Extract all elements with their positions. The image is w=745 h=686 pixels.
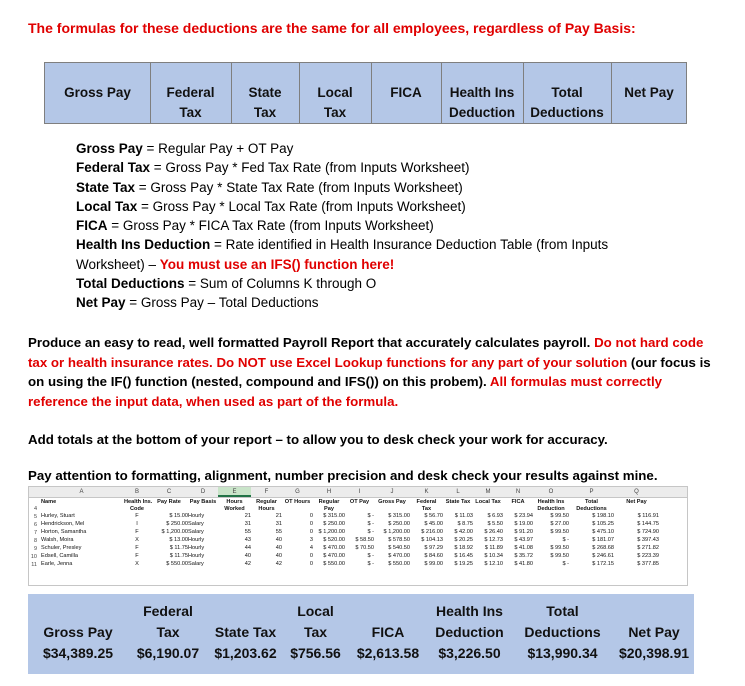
sheet-header-cell: Pay Basis <box>189 499 217 505</box>
sheet-cell[interactable]: $ 520.00 <box>323 537 345 543</box>
sheet-cell[interactable]: $ 250.00 <box>166 521 188 527</box>
sheet-cell[interactable]: $ 550.00 <box>323 561 345 567</box>
formatting-note: Pay attention to formatting, alignment, number precision and desk check your results against mine. <box>28 468 658 483</box>
column-letter[interactable]: L <box>456 489 460 495</box>
total-label: State Tax <box>214 624 277 640</box>
column-letter[interactable]: M <box>485 489 491 495</box>
sheet-cell[interactable]: $ 250.00 <box>388 521 410 527</box>
total-label: Deduction <box>435 624 504 640</box>
sheet-cell[interactable]: 44 <box>244 545 251 551</box>
formula-item: Net Pay = Gross Pay – Total Deductions <box>76 295 319 311</box>
sheet-cell[interactable]: 42 <box>275 561 282 567</box>
sheet-cell[interactable]: $ 99.50 <box>550 529 569 535</box>
sheet-header-cell: Federal Tax <box>416 499 437 512</box>
sheet-cell[interactable]: $ 41.80 <box>514 561 533 567</box>
total-value: $34,389.25 <box>42 645 114 661</box>
total-label: Local <box>297 603 334 619</box>
sheet-cell[interactable]: $ 475.10 <box>592 529 614 535</box>
column-letter[interactable]: G <box>295 489 300 495</box>
column-letter[interactable]: C <box>166 489 172 495</box>
total-value: $3,226.50 <box>438 645 501 661</box>
total-label: Total <box>546 603 579 619</box>
sheet-header-cell: FICA <box>511 499 525 505</box>
sheet-cell[interactable]: $ 70.50 <box>355 545 374 551</box>
total-label: Net Pay <box>628 624 680 640</box>
sheet-cell[interactable]: 31 <box>244 521 251 527</box>
sheet-cell[interactable]: $ 8.75 <box>457 521 473 527</box>
column-letter[interactable]: P <box>589 489 594 495</box>
column-letter[interactable]: E <box>218 487 251 497</box>
formula-item: Local Tax = Gross Pay * Local Tax Rate (from Inputs Worksheet) <box>76 198 466 214</box>
sheet-cell[interactable]: Walsh, Moira <box>41 537 74 543</box>
sheet-cell[interactable]: $ 42.00 <box>454 529 473 535</box>
sheet-cell[interactable]: $ 45.00 <box>424 521 443 527</box>
sheet-cell[interactable]: $ 246.61 <box>592 553 614 559</box>
sheet-cell[interactable]: $ 181.07 <box>592 537 614 543</box>
sheet-cell[interactable]: $ 104.13 <box>421 537 443 543</box>
sheet-cell[interactable]: 55 <box>244 529 251 535</box>
sheet-cell[interactable]: $ 105.25 <box>592 521 614 527</box>
row-number[interactable]: 6 <box>33 522 37 528</box>
sheet-cell[interactable]: 43 <box>244 537 251 543</box>
sheet-cell[interactable]: Salary <box>188 529 204 535</box>
sheet-cell[interactable]: $ 550.00 <box>166 561 188 567</box>
sheet-cell[interactable]: F <box>135 529 139 535</box>
sheet-cell[interactable]: $ 10.34 <box>484 553 503 559</box>
formula-list <box>76 139 676 313</box>
sheet-cell[interactable]: $ 116.91 <box>637 513 659 519</box>
sheet-cell[interactable]: $ - <box>367 529 374 535</box>
sheet-cell[interactable]: $ 43.97 <box>514 537 533 543</box>
sample-spreadsheet <box>28 486 688 586</box>
sheet-cell[interactable]: $ 315.00 <box>323 513 345 519</box>
sheet-cell[interactable]: $ 23.94 <box>514 513 533 519</box>
sheet-cell[interactable]: $ 470.00 <box>388 553 410 559</box>
sheet-header-cell: Total Deductions <box>576 499 607 512</box>
total-value: $13,990.34 <box>527 645 598 661</box>
column-letter[interactable]: A <box>79 489 84 495</box>
sheet-cell[interactable]: X <box>135 561 139 567</box>
sheet-cell[interactable]: $ 144.75 <box>637 521 659 527</box>
sheet-cell[interactable]: $ - <box>562 561 569 567</box>
formula-item: Health Ins Deduction = Rate identified in Health Insurance Deduction Table (from Inputs Worksheet) – You must use an IFS() function here! <box>76 237 609 272</box>
sheet-cell[interactable]: $ 397.43 <box>637 537 659 543</box>
sheet-cell[interactable]: 40 <box>275 553 282 559</box>
sheet-cell[interactable]: $ 1,200.00 <box>318 529 345 535</box>
sheet-cell[interactable]: $ 99.50 <box>550 545 569 551</box>
column-letter[interactable]: I <box>358 489 361 495</box>
sheet-cell[interactable]: $ - <box>367 521 374 527</box>
total-value: $2,613.58 <box>356 645 420 661</box>
row-number[interactable]: 4 <box>33 506 37 512</box>
sheet-cell[interactable]: Schuler, Presley <box>41 545 82 551</box>
sheet-cell[interactable]: 0 <box>309 529 313 535</box>
sheet-cell[interactable]: $ 198.10 <box>592 513 614 519</box>
sheet-cell[interactable]: 0 <box>309 513 313 519</box>
row-number[interactable]: 8 <box>33 538 37 544</box>
sheet-header-cell: OT Hours <box>284 499 311 505</box>
sheet-cell[interactable]: X <box>135 537 139 543</box>
total-value: $20,398.91 <box>618 645 690 661</box>
sheet-cell[interactable]: $ 97.29 <box>424 545 443 551</box>
sheet-cell[interactable]: 40 <box>244 553 251 559</box>
sheet-cell[interactable]: 0 <box>309 553 313 559</box>
header-col: Gross Pay <box>64 85 131 100</box>
sheet-cell[interactable]: $ 84.60 <box>424 553 443 559</box>
column-letter[interactable]: K <box>424 489 429 495</box>
sheet-cell[interactable]: Salary <box>188 561 204 567</box>
column-letter[interactable]: N <box>515 489 521 495</box>
formula-item: FICA = Gross Pay * FICA Tax Rate (from Inputs Worksheet) <box>76 218 434 234</box>
total-label: Tax <box>156 624 180 640</box>
sheet-cell[interactable]: F <box>135 545 139 551</box>
sheet-cell[interactable]: $ 172.15 <box>592 561 614 567</box>
sheet-cell[interactable]: $ 268.68 <box>592 545 614 551</box>
sheet-cell[interactable]: $ - <box>367 553 374 559</box>
sheet-cell[interactable]: 0 <box>309 561 313 567</box>
sheet-cell[interactable]: $ - <box>562 537 569 543</box>
sheet-cell[interactable]: 55 <box>275 529 282 535</box>
sheet-header-cell: State Tax <box>445 499 471 505</box>
sheet-cell[interactable]: $ 99.50 <box>550 553 569 559</box>
header-col: Total Deductions <box>530 85 604 120</box>
formula-item: Federal Tax = Gross Pay * Fed Tax Rate (from Inputs Worksheet) <box>76 160 470 176</box>
sheet-cell[interactable]: Hourly <box>188 513 205 519</box>
sheet-cell[interactable]: $ 12.73 <box>484 537 503 543</box>
page-title: The formulas for these deductions are the same for all employees, regardless of Pay Basis: <box>28 20 636 36</box>
sheet-cell[interactable]: 21 <box>244 513 251 519</box>
sheet-cell[interactable]: $ 724.90 <box>637 529 659 535</box>
total-label: Federal <box>143 603 193 619</box>
sheet-cell[interactable]: 40 <box>275 537 282 543</box>
sheet-cell[interactable]: I <box>136 521 138 527</box>
sheet-cell[interactable]: $ 250.00 <box>323 521 345 527</box>
sheet-cell[interactable]: $ 11.75 <box>169 553 188 559</box>
sheet-cell[interactable]: $ 6.93 <box>487 513 503 519</box>
sheet-cell[interactable]: $ 16.45 <box>454 553 473 559</box>
sheet-cell[interactable]: $ 550.00 <box>388 561 410 567</box>
sheet-cell[interactable]: 42 <box>244 561 251 567</box>
sheet-header-cell: Hours Worked <box>224 499 245 512</box>
sheet-cell[interactable]: $ 18.92 <box>454 545 473 551</box>
column-letter[interactable]: D <box>200 489 206 495</box>
sheet-cell[interactable]: $ 15.00 <box>169 513 188 519</box>
deductions-header-table <box>44 62 687 124</box>
sheet-cell[interactable]: 3 <box>309 537 313 543</box>
sheet-cell[interactable]: $ 19.25 <box>454 561 473 567</box>
sheet-header-cell: Pay Rate <box>157 499 181 505</box>
total-label: Health Ins <box>436 603 503 619</box>
formula-item: Gross Pay = Regular Pay + OT Pay <box>76 141 294 156</box>
sheet-cell[interactable]: $ 99.00 <box>424 561 443 567</box>
sheet-header-cell: Name <box>41 499 57 505</box>
sheet-cell[interactable]: $ 216.00 <box>421 529 443 535</box>
formula-item: Total Deductions = Sum of Columns K through O <box>76 276 377 292</box>
sheet-header-cell: Local Tax <box>475 499 501 505</box>
row-number[interactable]: 5 <box>33 514 37 520</box>
instructions-paragraph: Produce an easy to read, well formatted Payroll Report that accurately calculates payroll. Do not hard code tax or health insurance rates. Do NOT use Excel Lookup functions for any part of your solution (our focus is on using the IF() function (nested, compound and IFS()) on this probem). All formulas must correctly reference the input data, when used as part of the formula. <box>28 335 711 409</box>
sheet-cell[interactable]: 31 <box>275 521 282 527</box>
column-headers <box>29 487 687 498</box>
sheet-cell[interactable]: Hurley, Stuart <box>41 513 75 519</box>
sheet-cell[interactable]: Horton, Samantha <box>41 529 87 535</box>
header-col: Net Pay <box>624 85 674 100</box>
column-letter[interactable]: F <box>264 489 269 495</box>
sheet-cell[interactable]: $ - <box>367 561 374 567</box>
sheet-header-cell: Regular Pay <box>318 499 340 512</box>
sheet-cell[interactable]: $ 91.20 <box>514 529 533 535</box>
column-letter[interactable]: Q <box>634 489 639 495</box>
totals-bar <box>28 594 694 674</box>
row-number[interactable]: 10 <box>30 554 37 560</box>
sheet-cell[interactable]: F <box>135 553 139 559</box>
sheet-cell[interactable]: $ 13.00 <box>169 537 188 543</box>
total-value: $1,203.62 <box>214 645 277 661</box>
sheet-header-cell: Health Ins. Code <box>124 499 153 512</box>
sheet-cell[interactable]: $ 578.50 <box>388 537 410 543</box>
column-letter[interactable]: O <box>548 489 554 495</box>
sheet-cell[interactable]: $ 27.00 <box>550 521 569 527</box>
sheet-cell[interactable]: $ 41.08 <box>514 545 533 551</box>
sheet-cell[interactable]: $ 99.50 <box>550 513 569 519</box>
sheet-header-cell: Gross Pay <box>378 499 406 505</box>
total-value: $6,190.07 <box>136 645 200 661</box>
sheet-cell[interactable]: $ 35.72 <box>514 553 533 559</box>
sheet-cell[interactable]: 0 <box>309 521 313 527</box>
sheet-cell[interactable]: $ 19.00 <box>514 521 533 527</box>
sheet-cell[interactable]: $ 11.75 <box>169 545 188 551</box>
header-col: Federal Tax <box>166 85 215 120</box>
column-letter[interactable]: B <box>134 489 139 495</box>
sheet-cell[interactable]: Earle, Jenna <box>41 561 73 567</box>
sheet-header-cell: Regular Hours <box>256 499 277 512</box>
sheet-cell[interactable]: $ 5.50 <box>487 521 503 527</box>
sheet-cell[interactable]: $ 11.89 <box>484 545 503 551</box>
total-label: Tax <box>303 624 328 640</box>
sheet-cell[interactable]: $ 315.00 <box>388 513 410 519</box>
header-col: State Tax <box>248 85 282 120</box>
header-col: FICA <box>390 85 422 100</box>
column-letter[interactable]: H <box>326 489 332 495</box>
total-label: Deductions <box>524 624 601 640</box>
sheet-cell[interactable]: 40 <box>275 545 282 551</box>
sheet-cell[interactable]: $ 540.50 <box>388 545 410 551</box>
sheet-cell[interactable]: Edsell, Camilla <box>41 553 78 559</box>
sheet-cell[interactable]: $ 20.25 <box>454 537 473 543</box>
sheet-cell[interactable]: $ 470.00 <box>323 553 345 559</box>
sheet-cell[interactable]: $ 1,200.00 <box>161 529 188 535</box>
sheet-cell[interactable]: Hourly <box>188 545 205 551</box>
sheet-cell[interactable]: $ 1,200.00 <box>383 529 410 535</box>
sheet-cell[interactable]: Salary <box>188 521 204 527</box>
total-label: FICA <box>371 624 405 640</box>
sheet-cell[interactable]: 21 <box>275 513 282 519</box>
header-col: Local Tax <box>317 85 353 120</box>
sheet-cell[interactable]: $ 26.40 <box>484 529 503 535</box>
row-number[interactable]: 9 <box>33 546 37 552</box>
sheet-cell[interactable]: $ - <box>367 513 374 519</box>
sheet-cell[interactable]: $ 377.85 <box>637 561 659 567</box>
totals-note: Add totals at the bottom of your report – to allow you to desk check your work for accuracy. <box>28 432 608 447</box>
total-value: $756.56 <box>290 645 341 661</box>
sheet-cell[interactable]: $ 58.50 <box>355 537 374 543</box>
header-col: Health Ins Deduction <box>449 85 515 120</box>
sheet-cell[interactable]: Hourly <box>188 553 205 559</box>
sheet-cell[interactable]: Hourly <box>188 537 205 543</box>
sheet-cell[interactable]: $ 12.10 <box>484 561 503 567</box>
sheet-cell[interactable]: $ 271.82 <box>637 545 659 551</box>
sheet-cell[interactable]: $ 11.03 <box>454 513 473 519</box>
sheet-cell[interactable]: $ 470.00 <box>323 545 345 551</box>
sheet-header-cell: OT Pay <box>349 499 370 505</box>
formula-item: State Tax = Gross Pay * State Tax Rate (from Inputs Worksheet) <box>76 179 463 195</box>
sheet-header-cell: Net Pay <box>626 499 647 505</box>
total-label: Gross Pay <box>43 624 113 640</box>
sheet-cell[interactable]: Hendrickson, Mel <box>41 521 85 527</box>
sheet-cell[interactable]: $ 56.70 <box>424 513 443 519</box>
sheet-cell[interactable]: 4 <box>309 545 313 551</box>
sheet-cell[interactable]: $ 223.39 <box>637 553 659 559</box>
sheet-header-cell: Health Ins Deduction <box>537 499 565 512</box>
row-number[interactable]: 7 <box>33 530 37 536</box>
sheet-cell[interactable]: F <box>135 513 139 519</box>
row-number[interactable]: 11 <box>31 562 37 568</box>
column-letter[interactable]: J <box>390 489 394 495</box>
